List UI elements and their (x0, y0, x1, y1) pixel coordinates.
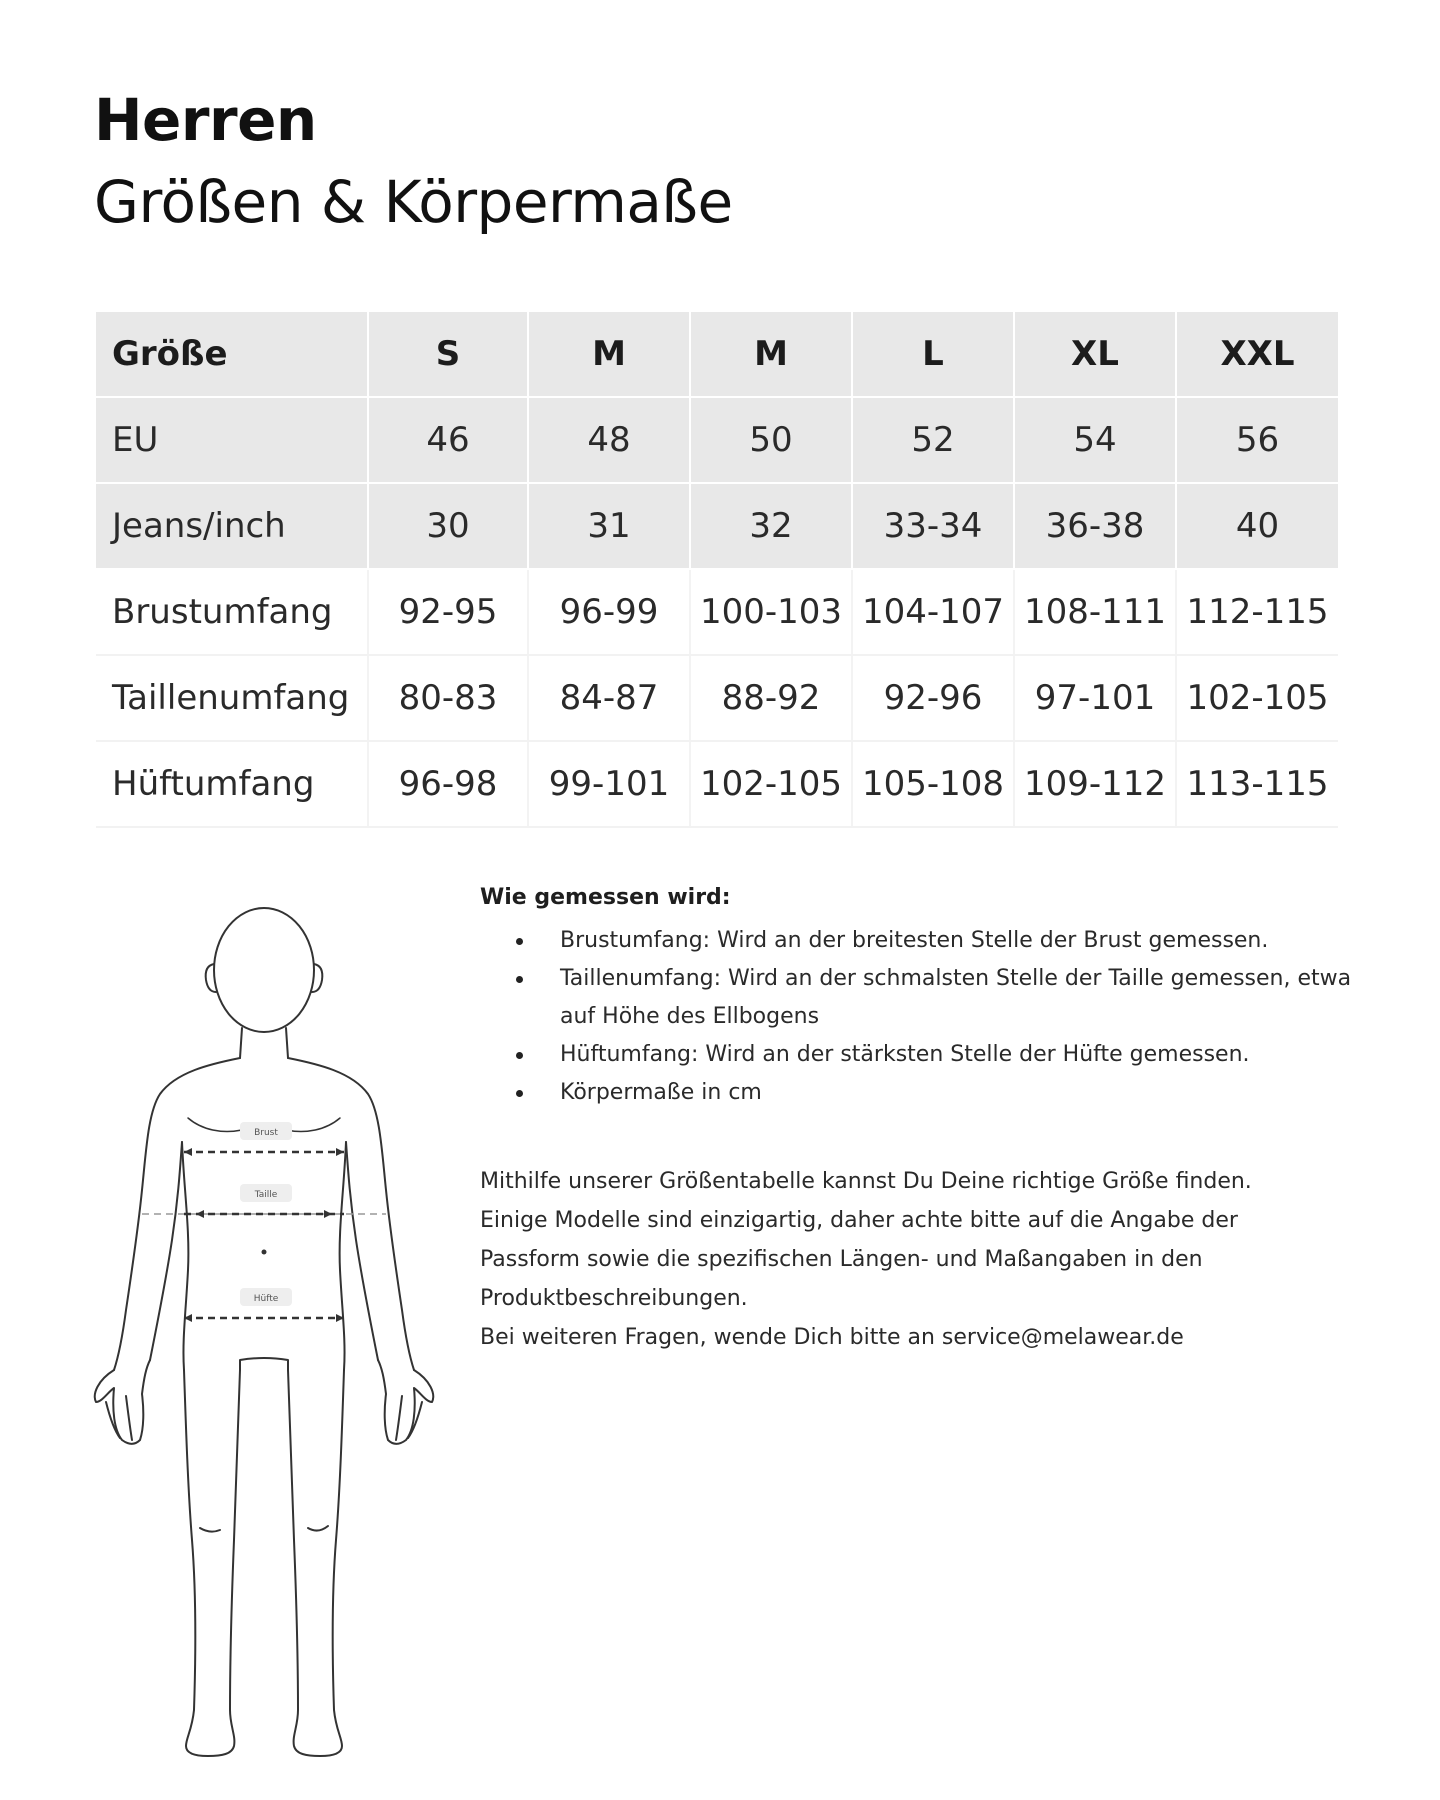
table-cell: 109-112 (1014, 741, 1176, 827)
table-header-cell: S (368, 312, 528, 397)
bullet-icon (516, 976, 523, 983)
table-cell: 96-98 (368, 741, 528, 827)
waist-tag-label: Taille (254, 1190, 278, 1200)
table-cell: 92-95 (368, 569, 528, 655)
table-header-row (96, 312, 1338, 397)
table-cell: 92-96 (852, 655, 1014, 741)
table-cell: 96-99 (528, 569, 690, 655)
table-row-chest (96, 569, 1338, 655)
row-label: Jeans/inch (96, 483, 368, 569)
table-row-waist (96, 655, 1338, 741)
body-measurement-figure (92, 890, 442, 1770)
row-label: Hüftumfang (96, 741, 368, 827)
row-label: Taillenumfang (96, 655, 368, 741)
notes-line: Bei weiteren Fragen, wende Dich bitte an service@melawear.de (480, 1325, 1184, 1350)
table-cell: 104-107 (852, 569, 1014, 655)
notes-line: Mithilfe unserer Größentabelle kannst Du Deine richtige Größe finden. (480, 1169, 1252, 1194)
notes-line: Passform sowie die spezifischen Längen- und Maßangaben in den (480, 1247, 1203, 1272)
table-row-hip (96, 741, 1338, 827)
table-cell: 32 (690, 483, 852, 569)
table-cell: 102-105 (1176, 655, 1338, 741)
page-subtitle: Größen & Körpermaße (94, 168, 733, 236)
bullet-icon (516, 938, 523, 945)
table-cell: 56 (1176, 397, 1338, 483)
table-cell: 88-92 (690, 655, 852, 741)
table-cell: 100-103 (690, 569, 852, 655)
hip-tag-label: Hüfte (253, 1294, 279, 1304)
table-cell: 84-87 (528, 655, 690, 741)
table-cell: 99-101 (528, 741, 690, 827)
table-cell: 50 (690, 397, 852, 483)
table-cell: 36-38 (1014, 483, 1176, 569)
measure-heading: Wie gemessen wird: (480, 885, 731, 910)
table-cell: 97-101 (1014, 655, 1176, 741)
table-cell: 102-105 (690, 741, 852, 827)
table-cell: 108-111 (1014, 569, 1176, 655)
notes-line: Produktbeschreibungen. (480, 1286, 748, 1311)
list-item: Hüftumfang: Wird an der stärksten Stelle der Hüfte gemessen. (560, 1036, 1360, 1074)
notes-paragraph (480, 1162, 1360, 1357)
table-header-cell: Größe (96, 312, 368, 397)
table-cell: 113-115 (1176, 741, 1338, 827)
table-row-eu (96, 397, 1338, 483)
bullet-icon (516, 1052, 523, 1059)
table-cell: 54 (1014, 397, 1176, 483)
table-cell: 40 (1176, 483, 1338, 569)
table-cell: 105-108 (852, 741, 1014, 827)
table-cell: 52 (852, 397, 1014, 483)
table-header-cell: M (690, 312, 852, 397)
table-header-cell: XL (1014, 312, 1176, 397)
row-label: Brustumfang (96, 569, 368, 655)
table-cell: 33-34 (852, 483, 1014, 569)
table-cell: 80-83 (368, 655, 528, 741)
list-item: Körpermaße in cm (560, 1074, 1360, 1112)
body-outline-icon (92, 890, 442, 1770)
page-title: Herren (94, 86, 317, 154)
table-cell: 46 (368, 397, 528, 483)
measure-list (480, 922, 1360, 1112)
list-item: Brustumfang: Wird an der breitesten Stelle der Brust gemessen. (560, 922, 1360, 960)
notes-line: Einige Modelle sind einzigartig, daher achte bitte auf die Angabe der (480, 1208, 1238, 1233)
measurement-info (480, 880, 1360, 1357)
table-header-cell: XXL (1176, 312, 1338, 397)
table-cell: 112-115 (1176, 569, 1338, 655)
table-cell: 30 (368, 483, 528, 569)
chest-tag-label: Brust (254, 1128, 278, 1138)
title-block (94, 82, 733, 246)
row-label: EU (96, 397, 368, 483)
table-cell: 48 (528, 397, 690, 483)
table-row-jeans (96, 483, 1338, 569)
table-header-cell: L (852, 312, 1014, 397)
size-chart-table (96, 312, 1338, 828)
list-item: Taillenumfang: Wird an der schmalsten Stelle der Taille gemessen, etwa auf Höhe des Ellbogens (560, 960, 1360, 1036)
bullet-icon (516, 1090, 523, 1097)
table-header-cell: M (528, 312, 690, 397)
table-cell: 31 (528, 483, 690, 569)
